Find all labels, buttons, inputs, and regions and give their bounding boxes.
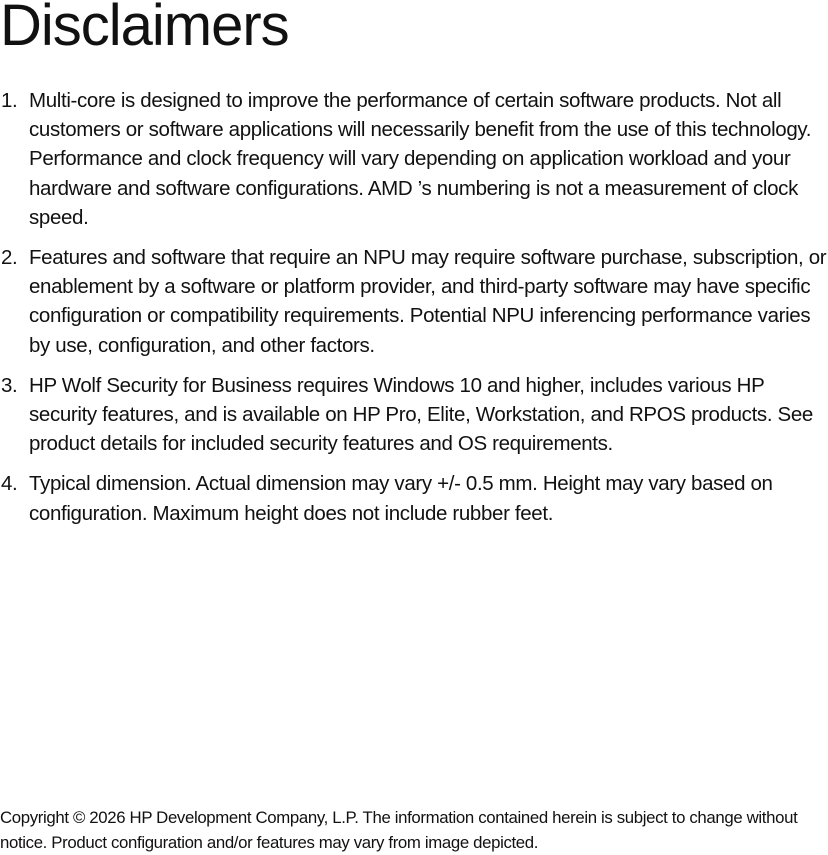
disclaimer-text: Multi-core is designed to improve the performance of certain software products. Not all customers or software applications will necessarily benefit from the use of this technology. Performance and clock frequency will vary depending on application workload and your hardware and software configurations. AMD ’s numbering is not a measurement of clock speed. <box>29 89 812 229</box>
disclaimer-item-4 <box>0 469 828 527</box>
disclaimer-text: Features and software that require an NPU may require software purchase, subscription, or enablement by a software or platform provider, and third-party software may have specific configuration or compatibility requirements. Potential NPU inferencing performance varies by use, configuration, and other factors. <box>29 246 827 357</box>
disclaimer-item-3 <box>0 371 828 459</box>
disclaimer-list <box>0 86 828 539</box>
copyright-footer: Copyright © 2026 HP Development Company, L.P. The information contained herein is subject to change without notice. Product configuration and/or features may vary from image depicted. <box>0 808 798 852</box>
disclaimer-text: HP Wolf Security for Business requires Windows 10 and higher, includes various HP security features, and is available on HP Pro, Elite, Workstation, and RPOS products. See product details for included security features and OS requirements. <box>29 373 813 456</box>
disclaimer-number: 2. <box>1 246 18 270</box>
disclaimer-number: 1. <box>1 89 18 112</box>
page-title: Disclaimers <box>0 0 289 58</box>
disclaimer-item-1 <box>0 86 828 232</box>
disclaimer-number: 4. <box>1 472 18 496</box>
disclaimer-item-2 <box>0 243 828 360</box>
disclaimer-text: Typical dimension. Actual dimension may vary +/- 0.5 mm. Height may vary based on configuration. Maximum height does not include rubber feet. <box>29 472 773 525</box>
disclaimer-number: 3. <box>1 373 18 397</box>
